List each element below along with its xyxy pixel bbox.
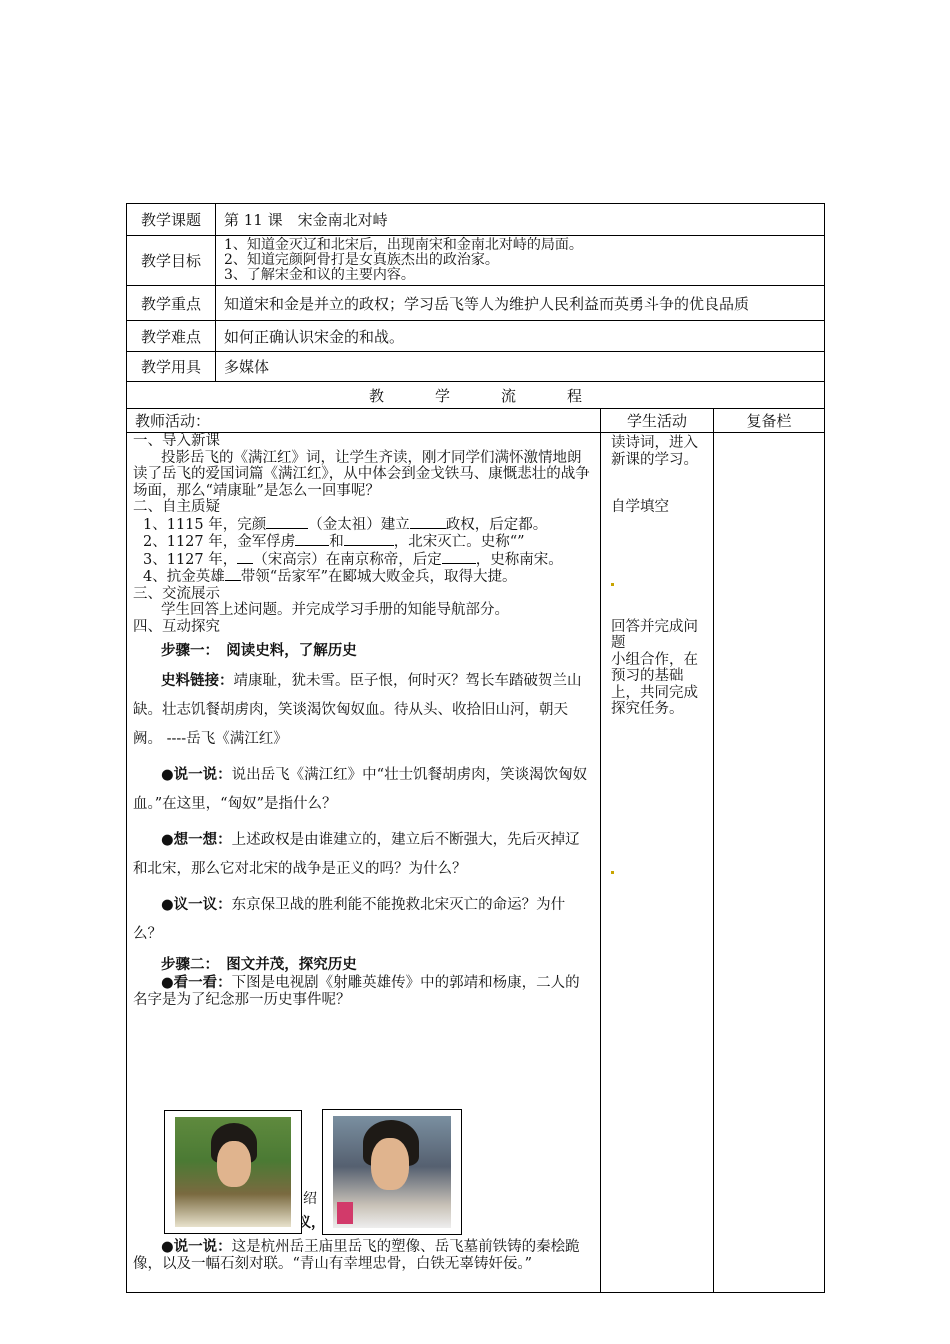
lesson-plan-table bbox=[126, 203, 825, 1293]
flow-char: 程 bbox=[566, 386, 582, 405]
discuss-body: 东京保卫战的胜利能不能挽救北宋灭亡的命运？为什么？ bbox=[133, 896, 566, 942]
question-1 bbox=[133, 516, 592, 534]
question-2 bbox=[133, 533, 592, 551]
goal-item: 1、知道金灭辽和北宋后，出现南宋和金南北对峙的局面。 bbox=[224, 237, 583, 253]
tv-logo-icon bbox=[337, 1202, 353, 1224]
section-title: 三、交流展示 bbox=[133, 585, 220, 602]
tools-row bbox=[127, 352, 824, 382]
topic-row bbox=[127, 204, 824, 236]
topic-label: 教学课题 bbox=[127, 204, 216, 235]
difficulty-label: 教学难点 bbox=[127, 321, 216, 351]
question-text: 和 bbox=[329, 534, 344, 550]
say2-label: ●说一说： bbox=[161, 1238, 232, 1255]
step-two-title: 步骤二： 图文并茂，探究历史 bbox=[161, 955, 357, 973]
student-column-header: 学生活动 bbox=[601, 409, 714, 432]
blank-field bbox=[410, 516, 446, 529]
review-cell bbox=[714, 433, 824, 1292]
guo-jing-photo bbox=[164, 1110, 302, 1234]
question-text: ，北宋灭亡。史称“ bbox=[393, 534, 518, 550]
flow-char: 学 bbox=[434, 386, 450, 405]
goals-list bbox=[216, 236, 824, 285]
question-4 bbox=[133, 568, 592, 586]
tools-label: 教学用具 bbox=[127, 352, 216, 381]
question-text: （宋高宗）在南京称帝，后定 bbox=[253, 551, 442, 568]
blank-field bbox=[225, 568, 241, 581]
hidden-fragment: 绍 bbox=[303, 1191, 317, 1207]
review-column-header: 复备栏 bbox=[746, 412, 792, 430]
question-text: （金太祖）建立 bbox=[308, 516, 410, 533]
difficulty-value: 如何正确认识宋金的和战。 bbox=[224, 327, 405, 346]
flow-char: 教 bbox=[368, 386, 384, 405]
say2-prompt bbox=[133, 1239, 592, 1272]
source-text bbox=[133, 666, 592, 754]
key-label: 教学重点 bbox=[127, 286, 216, 320]
goal-item: 3、了解宋金和议的主要内容。 bbox=[224, 267, 415, 283]
blank-field bbox=[442, 551, 476, 564]
think-body: 上述政权是由谁建立的，建立后不断强大，先后灭掉辽和北宋，那么它对北宋的战争是正义的吗？为什么？ bbox=[133, 831, 580, 877]
discuss-prompt bbox=[133, 890, 592, 949]
section-title: 二、自主质疑 bbox=[133, 499, 220, 515]
topic-value: 第 11 课 宋金南北对峙 bbox=[224, 211, 388, 229]
blank-field bbox=[344, 533, 394, 546]
question-text: ” bbox=[517, 534, 525, 550]
marker-dot bbox=[611, 871, 614, 874]
difficulty-row bbox=[127, 321, 824, 352]
student-activity-2: 自学填空 bbox=[611, 499, 669, 515]
question-text: ，史称南宋。 bbox=[475, 551, 563, 568]
marker-dot bbox=[611, 583, 614, 586]
student-activity-cell bbox=[601, 433, 714, 1292]
student-activity-1: 读诗词，进入新课的学习。 bbox=[611, 435, 698, 468]
key-value: 知道宋和金是并立的政权；学习岳飞等人为维护人民利益而英勇斗争的优良品质 bbox=[224, 294, 750, 313]
question-text: 带领“岳家军”在郾城大败金兵，取得大捷。 bbox=[240, 569, 517, 585]
intro-text: 投影岳飞的《满江红》词，让学生齐读，刚才同学们满怀激情地朗读了岳飞的爱国词篇《满江红》，从中体会到金戈铁马、康慨悲壮的战争场面，那么“靖康耻”是怎么一回事呢？ bbox=[133, 449, 590, 499]
exchange-text: 学生回答上述问题。并完成学习手册的知能导航部分。 bbox=[161, 602, 509, 618]
blank-field bbox=[266, 516, 308, 529]
photo-face bbox=[371, 1138, 409, 1190]
yang-kang-photo bbox=[322, 1109, 462, 1235]
source-body: 靖康耻，犹未雪。臣子恨，何时灭？驾长车踏破贺兰山缺。壮志饥餐胡虏肉，笑谈渴饮匈奴血。待从头、收拾旧山河，朝天阙。 ----岳飞《满江红》 bbox=[133, 672, 582, 747]
key-row bbox=[127, 286, 824, 321]
tools-value: 多媒体 bbox=[224, 358, 270, 376]
step-one-title: 步骤一： 阅读史料，了解历史 bbox=[161, 642, 357, 659]
say-body: 说出岳飞《满江红》中“壮士饥餐胡虏肉，笑谈渴饮匈奴血。”在这里，“匈奴”是指什么？ bbox=[133, 766, 588, 812]
goals-row bbox=[127, 236, 824, 286]
section-title: 四、互动探究 bbox=[133, 618, 220, 635]
goals-label: 教学目标 bbox=[127, 236, 216, 285]
question-text: 。 bbox=[532, 516, 548, 533]
blank-field bbox=[295, 533, 329, 546]
look-body: 下图是电视剧《射雕英雄传》中的郭靖和杨康，二人的名字是为了纪念那一历史事件呢？ bbox=[133, 975, 580, 1008]
blank-field bbox=[237, 551, 253, 564]
photo-face bbox=[217, 1141, 251, 1187]
question-text: 政权，后定都 bbox=[445, 516, 533, 533]
section-title: 一、导入新课 bbox=[133, 433, 220, 449]
question-text: 2、1127 年，金军俘虏 bbox=[143, 534, 296, 550]
question-text: 3、1127 年， bbox=[143, 551, 238, 568]
look-label: ●看一看： bbox=[161, 974, 232, 991]
photo-image bbox=[175, 1117, 291, 1227]
teacher-activity-cell bbox=[127, 433, 601, 1292]
source-label: 史料链接： bbox=[161, 671, 234, 689]
discuss-label: ●议一议： bbox=[161, 895, 232, 913]
say-prompt bbox=[133, 760, 592, 819]
say-label: ●说一说： bbox=[161, 765, 232, 783]
think-prompt bbox=[133, 825, 592, 884]
flow-body-row bbox=[127, 433, 824, 1292]
goal-item: 2、知道完颜阿骨打是女真族杰出的政治家。 bbox=[224, 252, 499, 268]
student-activity-3: 回答并完成问题 bbox=[611, 618, 698, 651]
question-text: 1、1115 年，完颜 bbox=[143, 516, 267, 533]
question-3 bbox=[133, 551, 592, 569]
question-text: 4、抗金英雄 bbox=[143, 569, 225, 585]
flow-char: 流 bbox=[500, 386, 516, 405]
column-header-row bbox=[127, 409, 824, 433]
student-activity-4: 小组合作，在预习的基础上，共同完成探究任务。 bbox=[611, 651, 698, 717]
photo-image bbox=[333, 1116, 451, 1228]
think-label: ●想一想： bbox=[161, 830, 232, 848]
look-prompt bbox=[133, 975, 592, 1008]
say2-body: 这是杭州岳王庙里岳飞的塑像、岳飞墓前铁铸的秦桧跪像，以及一幅石刻对联。“青山有幸埋忠骨，白铁无辜铸奸佞。” bbox=[133, 1239, 580, 1272]
flow-title bbox=[127, 382, 824, 409]
teacher-column-header: 教师活动： bbox=[127, 409, 601, 432]
